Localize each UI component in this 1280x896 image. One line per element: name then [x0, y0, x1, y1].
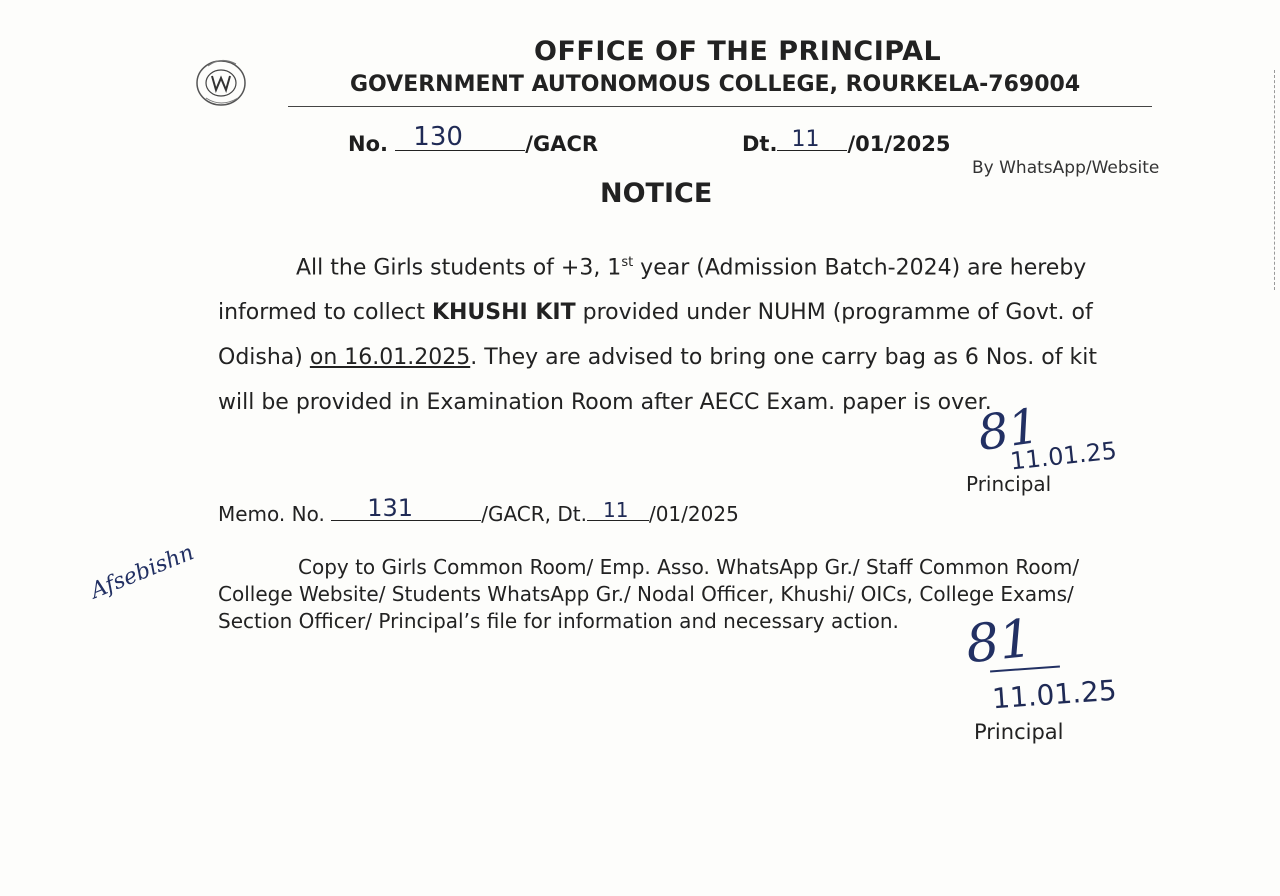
margin-note-signature: Afsebishn [87, 540, 198, 605]
ref-number-handwritten: 130 [413, 122, 463, 152]
notice-body [218, 240, 1168, 425]
collection-date: on 16.01.2025 [309, 345, 471, 371]
notice-line-4: will be provided in Examination Room after AECC Exam. paper is over. [218, 390, 992, 416]
notice-title: NOTICE [600, 178, 713, 209]
copy-line-2: College Website/ Students WhatsApp Gr./ Nodal Officer, Khushi/ OICs, College Exams/ [218, 582, 1074, 606]
signature-1-date: 11.01.25 [1008, 436, 1119, 476]
signature-2-initials: 81 [963, 608, 1036, 676]
notice-line-1: All the Girls students of +3, 1st year (Admission Batch-2024) are hereby [296, 255, 1087, 281]
page-edge-mark [1274, 70, 1277, 290]
copy-to-paragraph [218, 554, 1178, 635]
notice-line-2: informed to collect KHUSHI KIT provided under NUHM (programme of Govt. of [218, 300, 1093, 326]
signature-1-title: Principal [966, 472, 1052, 496]
header-rule [288, 106, 1152, 107]
office-title: OFFICE OF THE PRINCIPAL [534, 36, 942, 67]
notice-line-3: Odisha) on 16.01.2025. They are advised to bring one carry bag as 6 Nos. of kit [218, 345, 1097, 371]
signature-2-date: 11.01.25 [991, 673, 1118, 716]
signature-2-title: Principal [974, 720, 1064, 744]
ref-date-handwritten: 11 [791, 127, 820, 152]
delivery-channel: By WhatsApp/Website [972, 158, 1160, 178]
copy-line-3: Section Officer/ Principal’s file for information and necessary action. [218, 609, 899, 633]
memo-date-handwritten: 11 [602, 498, 629, 522]
memo-number-handwritten: 131 [367, 494, 414, 522]
college-name: GOVERNMENT AUTONOMOUS COLLEGE, ROURKELA-769004 [350, 72, 1081, 97]
reference-date: Dt. 11 /01/2025 [742, 127, 951, 156]
reference-number: No. 130 /GACR [348, 122, 599, 156]
signature-1-initials: 81 [974, 398, 1043, 462]
college-seal-icon [186, 52, 256, 112]
memo-line: Memo. No. 131 /GACR, Dt. 11 /01/2025 [218, 494, 739, 526]
copy-line-1: Copy to Girls Common Room/ Emp. Asso. WhatsApp Gr./ Staff Common Room/ [298, 555, 1080, 579]
